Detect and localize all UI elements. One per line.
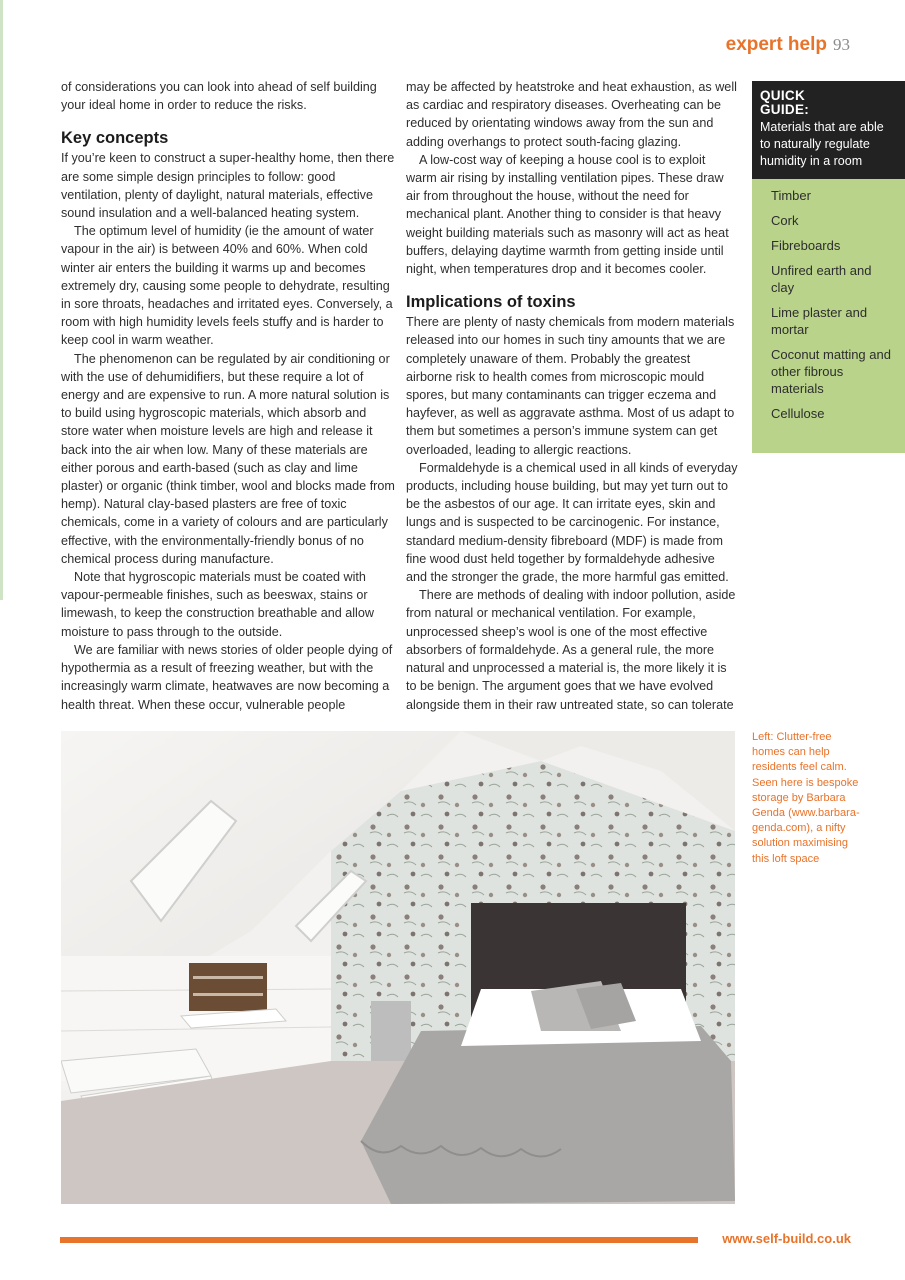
paragraph: Note that hygroscopic materials must be coated with vapour-permeable finishes, such as beeswax, stains or limewash, to keep the construction breathable and allow moisture to pass through to the outside. (61, 570, 374, 639)
subheading-key-concepts: Key concepts (61, 129, 169, 148)
quick-guide-title: QUICK GUIDE: (760, 88, 810, 117)
section-title: expert help (725, 34, 827, 55)
list-item: Timber (771, 188, 811, 203)
paragraph: Formaldehyde is a chemical used in all kinds of everyday products, including house building, but may yet turn out to be the asbestos of our age. It can irritate eyes, skin and lungs and is suspected to be carcinogenic. For instance, standard medium-density fibreboard (MDF) is made from fine wood dust held together by formaldehyde adhesive and the stronger the grade, the more harmful gas emitted. (406, 460, 738, 585)
list-item: Cellulose (771, 406, 825, 421)
quick-guide-subtitle: Materials that are able to naturally regulate humidity in a room (760, 120, 884, 168)
list-item: Unfired earth and clay (771, 263, 872, 295)
paragraph: The optimum level of humidity (ie the amount of water vapour in the air) is between 40% and 60%. When cold winter air enters the building it warms up and becomes extremely dry, causing some people to dehydrate, resulting in sore throats, headaches and irritated eyes. Conversely, a room with high humidity levels feels stuffy and is harder to keep cool in warm weather. (61, 224, 393, 348)
subheading-toxins: Implications of toxins (406, 293, 576, 312)
paragraph: There are methods of dealing with indoor pollution, aside from natural or mechanical ventilation. For example, unprocessed sheep’s wool is one of the most effective absorbers of formaldehyde. As a general rule, the more natural and unprocessed a material is, the more likely it is to be benign. The argument goes that we have evolved alongside them in their raw untreated state, so can tolerate (406, 588, 736, 712)
footer-rule (60, 1237, 698, 1243)
paragraph: of considerations you can look into ahead of self building your ideal home in order to reduce the risks. (61, 80, 377, 113)
footer-url: www.self-build.co.uk (722, 1231, 851, 1246)
photo-caption: Left: Clutter-free homes can help residents feel calm. Seen here is bespoke storage by Barbara Genda (www.barbara-genda.com), a nifty solution maximising this loft space (752, 731, 860, 865)
paragraph: If you’re keen to construct a super-healthy home, then there are some simple design principles to follow: good ventilation, plenty of daylight, natural materials, effective sound insulation and a well-balanced heating system. (61, 151, 395, 221)
list-item: Fibreboards (771, 238, 841, 253)
running-header (726, 34, 850, 56)
paragraph: may be affected by heatstroke and heat exhaustion, as well as cardiac and respiratory diseases. Overheating can be reduced by orientating windows away from the sun and adding overhangs to protect south-facing glazing. (406, 80, 737, 149)
page-edge-rule (0, 0, 3, 600)
paragraph: A low-cost way of keeping a house cool is to exploit warm air rising by installing ventilation pipes. These draw air from throughout the house, without the need for mechanical plant. Another thing to consider is that heavy weight building materials such as masonry will act as heat buffers, delaying daytime warmth from getting inside until night, when temperatures drop and it becomes cooler. (406, 152, 729, 277)
quick-guide-list (752, 179, 905, 453)
loft-bedroom-photo (61, 731, 735, 1204)
list-item: Lime plaster and mortar (771, 305, 868, 337)
page-number: 93 (833, 35, 850, 54)
quick-guide-box (752, 81, 905, 453)
paragraph: There are plenty of nasty chemicals from modern materials released into our homes in such tiny amounts that we are completely unaware of them. Probably the greatest airborne risk to health comes from microscopic mould spores, but many contaminants can trigger eczema and hayfever, as well as aggravate asthma. Most of us adapt to them but sometimes a person’s immune system can get overloaded, leading to allergic reactions. (406, 315, 735, 457)
paragraph: We are familiar with news stories of older people dying of hypothermia as a result of freezing weather, but with the increasingly warm climate, heatwaves are now becoming a health threat. When these occur, vulnerable people (61, 642, 393, 712)
text-column-left (61, 78, 396, 714)
quick-guide-header (752, 81, 905, 179)
list-item: Cork (771, 213, 799, 228)
list-item: Coconut matting and other fibrous materials (771, 347, 891, 396)
paragraph: The phenomenon can be regulated by air conditioning or with the use of dehumidifiers, but these require a lot of energy and are expensive to run. A more natural solution is to build using hygroscopic materials, which absorb and store water when moisture levels are high and release it back into the air when low. Many of these materials are either porous and earth-based (such as clay and lime plaster) or organic (think timber, wool and blocks made from hemp). Natural clay-based plasters are free of toxic chemicals, come in a variety of colours and are particularly effective, with the environmentally-friendly bonus of no chemical process during manufacture. (61, 351, 395, 566)
text-column-right (406, 78, 738, 714)
